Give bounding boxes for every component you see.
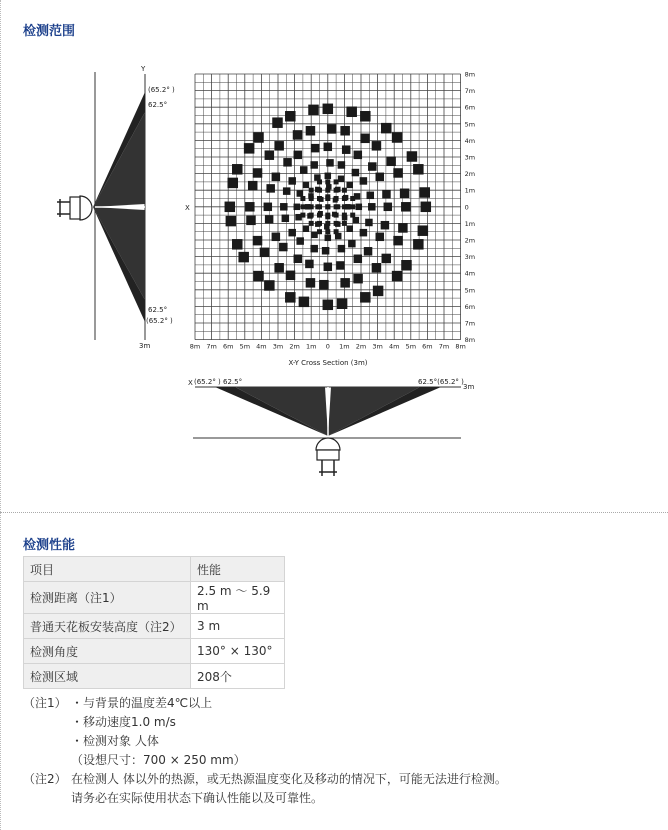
detection-cell: [253, 271, 264, 282]
detection-cell: [310, 245, 318, 253]
detection-cell: [352, 169, 360, 177]
detection-cell: [413, 239, 424, 250]
detection-cell: [360, 177, 368, 185]
side-right-angles: 62.5°(65.2° ): [418, 378, 464, 386]
detection-cell: [283, 158, 292, 167]
detection-cell: [272, 173, 281, 182]
note-1-line: ・移动速度1.0 m/s: [71, 715, 176, 729]
detection-cell: [309, 204, 314, 209]
side-left-angles: (65.2° ) 62.5°: [194, 378, 243, 386]
detection-cell: [265, 215, 274, 224]
detection-cell: [360, 229, 368, 237]
detection-cell: [354, 255, 363, 264]
side-view-horizontal: [188, 378, 474, 476]
tick-label: 2m: [355, 342, 367, 351]
detection-cell: [228, 178, 239, 189]
detection-cell: [346, 225, 353, 232]
detection-cell: [346, 107, 357, 118]
detection-grid: [195, 74, 461, 340]
note-1-label: （注1）: [23, 696, 67, 710]
detection-cell: [325, 179, 330, 184]
detection-cell: [384, 203, 393, 212]
detection-cell: [309, 196, 314, 201]
tick-label: 4m: [464, 136, 476, 145]
detection-cell: [288, 229, 296, 237]
detection-cell: [238, 252, 249, 263]
tick-label: 7m: [464, 319, 476, 328]
note-2-label: （注2）: [23, 772, 67, 786]
detection-cell: [311, 144, 320, 153]
detection-cell: [338, 176, 345, 183]
tick-label: 0: [464, 203, 469, 212]
table-cell-label: 检测角度: [24, 639, 191, 664]
detection-cell: [398, 223, 408, 233]
detection-cell: [310, 161, 318, 169]
table-cell-value: 2.5 m ～ 5.9 m: [191, 582, 285, 614]
detection-cell: [364, 247, 373, 256]
tick-label: 6m: [464, 103, 476, 112]
tick-label: 6m: [464, 302, 476, 311]
table-cell-value: 3 m: [191, 614, 285, 639]
tick-label: 3m: [464, 253, 476, 262]
axis-y-label: Y: [141, 65, 146, 73]
detection-cell: [342, 221, 347, 226]
detection-cell: [356, 204, 363, 211]
tick-label: 4m: [256, 342, 267, 351]
side-x-label: X: [188, 379, 193, 387]
detection-cell: [342, 204, 347, 209]
detection-cell: [392, 271, 403, 282]
detection-cell: [400, 189, 410, 199]
detection-cell: [392, 132, 403, 143]
detection-cell: [340, 278, 350, 288]
tick-label: 6m: [422, 342, 433, 351]
detection-cell: [324, 263, 333, 272]
detection-cell: [274, 263, 284, 273]
detection-cell: [334, 221, 339, 226]
detection-cell: [350, 196, 355, 201]
tick-label: 8m: [464, 70, 476, 79]
detection-cell: [288, 177, 296, 185]
detection-cell: [309, 221, 314, 226]
detection-cell: [336, 261, 345, 270]
tick-label: 5m: [464, 120, 476, 129]
detection-cell: [407, 151, 418, 162]
detection-cell: [317, 204, 322, 209]
detection-cell: [376, 173, 385, 182]
detection-cell: [327, 124, 337, 134]
angle-label-top-inner: 62.5°: [148, 101, 168, 109]
tick-label: 5m: [239, 342, 251, 351]
detection-cell: [342, 188, 347, 193]
detection-cell: [365, 219, 373, 227]
detection-cell: [282, 215, 290, 223]
detection-cell: [421, 202, 432, 213]
detection-cell: [334, 179, 339, 184]
table-header-value: 性能: [191, 557, 285, 582]
tick-label: 2m: [464, 170, 476, 179]
detection-cell: [324, 143, 333, 152]
table-row: [24, 582, 285, 614]
detection-cell: [280, 203, 288, 211]
angle-label-bottom-outer: (65.2° ): [146, 317, 173, 325]
detection-cell: [300, 196, 305, 201]
note-1: [23, 694, 507, 770]
note-1-line: ・与背景的温度差4℃以上: [71, 696, 213, 710]
side-height-label: 3m: [463, 383, 475, 391]
detection-cell: [317, 179, 322, 184]
tick-label: 5m: [405, 342, 417, 351]
table-row: [24, 664, 285, 689]
detection-cell: [294, 255, 303, 264]
tick-label: 8m: [455, 342, 466, 351]
detection-cell: [367, 192, 375, 200]
tick-label: 3m: [372, 342, 383, 351]
notes-block: [23, 694, 507, 808]
section-title-range: 检测范围: [23, 24, 76, 39]
detection-cell: [317, 229, 322, 234]
detection-cell: [334, 204, 339, 209]
detection-cell: [334, 229, 339, 234]
detection-cell: [418, 225, 429, 236]
detection-cell: [311, 232, 318, 239]
detection-cell: [386, 157, 396, 167]
note-1-line: （设想尺寸：700 × 250 mm）: [71, 753, 246, 767]
spec-table: [23, 556, 285, 689]
detection-cell: [338, 245, 346, 253]
grid-bottom-ticks: [190, 343, 466, 351]
side-view-vertical: [57, 65, 175, 350]
sensor-icon: [57, 196, 92, 220]
detection-cell: [350, 204, 355, 209]
detection-cell: [401, 202, 411, 212]
detection-cell: [248, 181, 258, 191]
detection-cell: [350, 213, 355, 218]
detection-cell: [342, 196, 347, 201]
detection-cell: [376, 233, 385, 242]
detection-cell: [309, 188, 314, 193]
detection-cell: [300, 166, 308, 174]
detection-cell: [368, 203, 376, 211]
detection-cell: [317, 213, 322, 218]
section-divider: [0, 512, 668, 513]
detection-cell: [303, 182, 310, 189]
detection-cell: [264, 280, 275, 291]
detection-cell: [360, 111, 371, 122]
detection-cell: [319, 280, 329, 290]
detection-cell: [334, 213, 339, 218]
table-cell-label: 检测区域: [24, 664, 191, 689]
detection-cell: [353, 217, 360, 224]
detection-cell: [382, 254, 392, 264]
detection-cell: [303, 225, 310, 232]
detection-cell: [308, 105, 319, 116]
detection-cell: [305, 260, 314, 269]
detection-cell: [274, 141, 284, 151]
detection-cell: [293, 130, 303, 140]
detection-cell: [253, 236, 262, 246]
detection-cell: [225, 202, 236, 213]
detection-cell: [300, 204, 305, 209]
detection-cell: [306, 126, 316, 135]
detection-cell: [306, 278, 316, 288]
detection-cell: [317, 221, 322, 226]
note-2-line: 在检测人 体以外的热源，或无热源温度变化及移动的情况下，可能无法进行检测。: [71, 772, 507, 786]
detection-cell: [325, 229, 330, 234]
tick-label: 4m: [464, 269, 476, 278]
detection-cell: [393, 236, 403, 246]
tick-label: 6m: [222, 342, 234, 351]
detection-cell: [334, 188, 339, 193]
tick-label: 0: [325, 342, 330, 351]
tick-label: 2m: [464, 236, 476, 245]
detection-cell: [372, 141, 382, 151]
detection-cell: [354, 151, 363, 160]
detection-cell: [272, 117, 283, 128]
detection-cell: [264, 203, 273, 212]
table-row: [24, 614, 285, 639]
detection-cell: [253, 168, 262, 178]
tick-label: 1m: [305, 342, 317, 351]
detection-cell: [372, 263, 382, 273]
detection-cell: [325, 173, 332, 180]
detection-cell: [325, 188, 330, 193]
tick-label: 4m: [388, 342, 400, 351]
tick-label: 1m: [339, 342, 350, 351]
note-1-line: ・检测对象 人体: [71, 734, 159, 748]
detection-cell: [317, 196, 322, 201]
detection-cell: [309, 213, 314, 218]
tick-label: 3m: [272, 342, 284, 351]
detection-cell: [342, 145, 351, 154]
tick-label: 8m: [464, 336, 476, 345]
detection-cell: [401, 260, 412, 271]
grid-right-ticks: [465, 71, 475, 345]
detection-cell: [279, 243, 288, 252]
detection-cell: [285, 111, 296, 122]
tick-label: 7m: [464, 87, 476, 96]
table-cell-label: 普通天花板安装高度（注2）: [24, 614, 191, 639]
detection-cell: [413, 164, 424, 175]
cross-section-label: X-Y Cross Section (3m): [288, 359, 368, 367]
detection-cell: [297, 190, 304, 197]
detection-cell: [393, 168, 403, 178]
detection-cell: [317, 188, 322, 193]
detection-cell: [325, 196, 330, 201]
detection-cell: [381, 123, 392, 134]
table-header-item: 项目: [24, 557, 191, 582]
detection-cell: [244, 143, 255, 154]
angle-label-bottom-inner: 62.5°: [148, 306, 168, 314]
detection-cell: [285, 292, 296, 303]
detection-cell: [232, 239, 243, 250]
angle-label-top-outer: (65.2° ): [148, 86, 175, 94]
detection-cell: [294, 151, 303, 160]
detection-cell: [283, 187, 291, 195]
height-label: 3m: [139, 342, 151, 350]
detection-cell: [226, 216, 237, 227]
detection-cell: [381, 221, 390, 230]
detection-cell: [322, 247, 330, 255]
detection-cell: [348, 240, 356, 248]
table-header-row: [24, 557, 285, 582]
tick-label: 1m: [464, 219, 476, 228]
detection-cell: [260, 248, 270, 258]
detection-cell: [272, 233, 281, 242]
table-cell-label: 检测距离（注1）: [24, 582, 191, 614]
detection-cell: [340, 126, 350, 135]
detection-cell: [232, 164, 243, 175]
detection-cell: [253, 132, 264, 143]
detection-cell: [338, 161, 346, 169]
detection-cell: [373, 286, 384, 297]
table-row: [24, 639, 285, 664]
detection-cell: [337, 299, 348, 310]
table-cell-value: 208个: [191, 664, 285, 689]
axis-x-label: X: [185, 204, 190, 212]
detection-cell: [299, 297, 310, 308]
detection-cell: [368, 162, 377, 171]
detection-cell: [323, 300, 334, 311]
detection-cell: [265, 150, 275, 160]
note-2-line: 请务必在实际使用状态下确认性能以及可靠性。: [71, 791, 324, 805]
detection-cell: [325, 213, 330, 218]
detection-cell: [360, 134, 370, 144]
tick-label: 2m: [289, 342, 300, 351]
tick-label: 8m: [189, 342, 201, 351]
tick-label: 3m: [464, 153, 476, 162]
detection-cell: [325, 204, 330, 209]
section-title-performance: 检测性能: [23, 538, 76, 553]
tick-label: 7m: [438, 342, 450, 351]
detection-cell: [323, 104, 334, 115]
detection-cell: [342, 213, 347, 218]
detection-cell: [296, 237, 304, 245]
detection-cell: [266, 184, 275, 193]
detection-cell: [346, 182, 353, 189]
detection-cell: [245, 202, 255, 212]
detection-cell: [334, 196, 339, 201]
detection-cell: [420, 187, 431, 198]
detection-cell: [360, 292, 371, 303]
detection-cell: [300, 213, 305, 218]
detection-cell: [286, 271, 296, 281]
detection-cell: [246, 216, 256, 226]
detection-cell: [353, 274, 363, 284]
detection-cell: [325, 221, 330, 226]
detection-cell: [326, 159, 334, 167]
tick-label: 5m: [464, 286, 476, 295]
tick-label: 1m: [464, 186, 476, 195]
detection-cell: [325, 235, 332, 242]
note-2: [23, 770, 507, 808]
detection-cell: [294, 204, 301, 211]
tick-label: 7m: [206, 342, 217, 351]
table-cell-value: 130° × 130°: [191, 639, 285, 664]
detection-cell: [382, 190, 391, 199]
sensor-icon-bottom: [316, 438, 340, 476]
